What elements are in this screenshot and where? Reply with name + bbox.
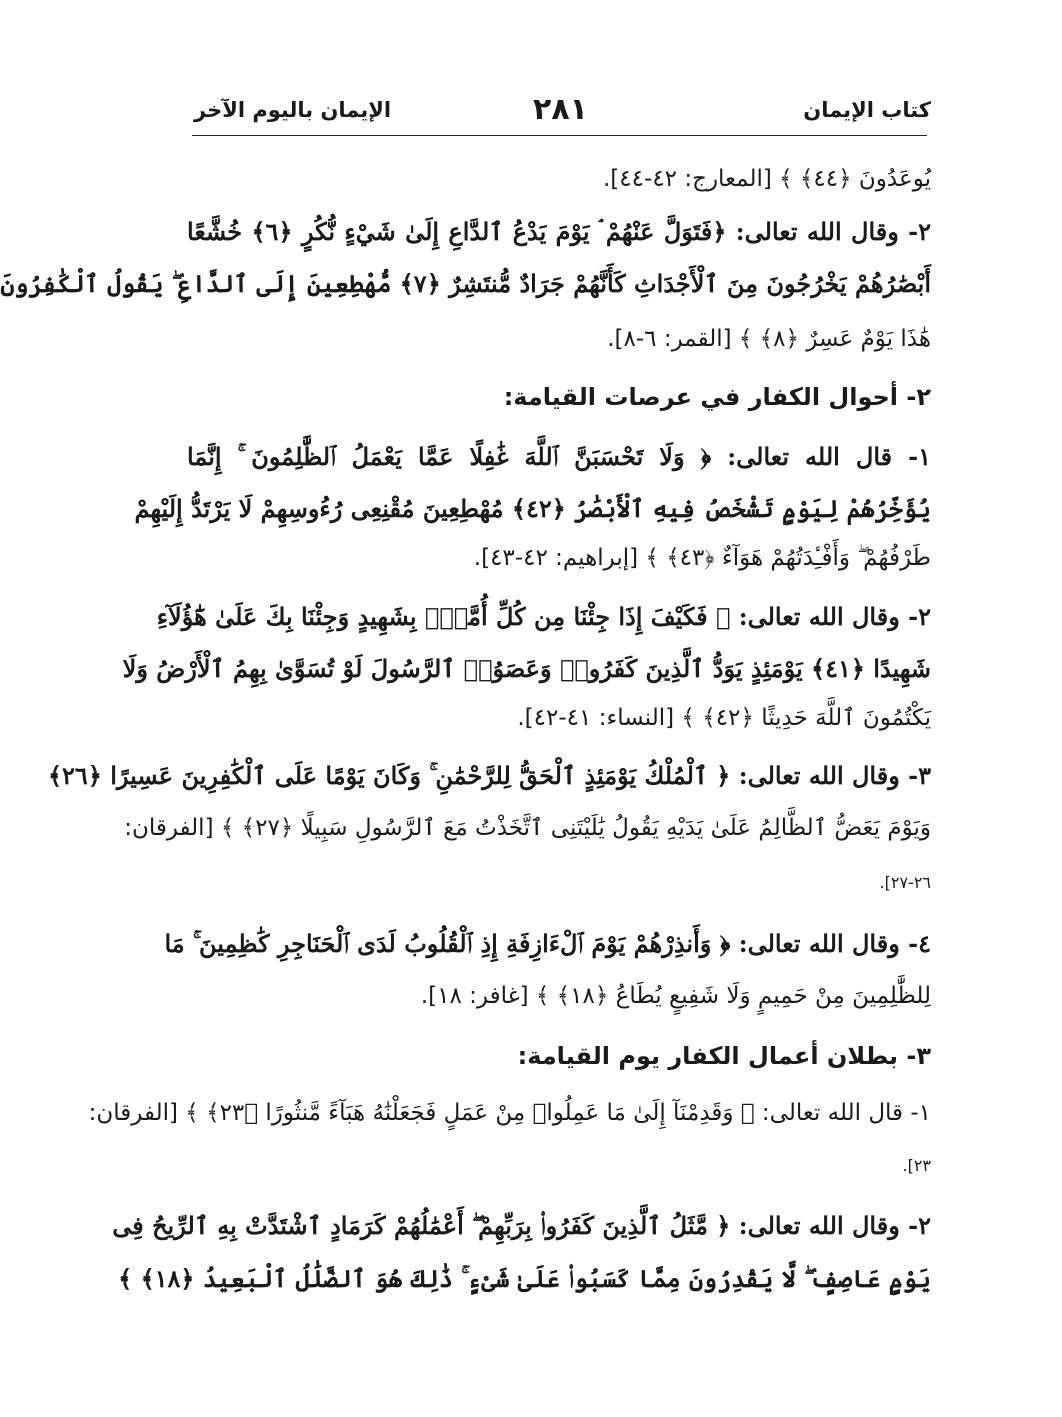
text-line: ١- قال الله تعالى: ﴿ وَقَدِمْنَآ إِلَىٰ مَا عَمِلُوا۟ مِنْ عَمَلٍ فَجَعَلْنَٰهُ هَبَآءً مَّنثُورًا ﴿٢٣﴾ ﴾ [الفرقان: — [88, 1100, 931, 1126]
text-line: ٢٦-٢٧]. — [879, 873, 931, 892]
text-line: هَٰذَا يَوْمٌ عَسِرٌ ﴿٨﴾ ﴾ [القمر: ٦-٨]. — [607, 326, 931, 352]
text-line: يَكْتُمُونَ ٱللَّهَ حَدِيثًا ﴿٤٢﴾ ﴾ [النساء: ٤١-٤٢]. — [517, 705, 931, 731]
section-heading: ٣- بطلان أعمال الكفار يوم القيامة: — [517, 1042, 931, 1070]
text-line: ٢- وقال الله تعالى: ﴿ مَّثَلُ ٱلَّذِينَ كَفَرُوا۟ بِرَبِّهِمْ ۖ أَعْمَٰلُهُمْ كَرَمَادٍ ٱشْتَدَّتْ بِهِ ٱلرِّيحُ فِى — [112, 1211, 931, 1240]
text-line: شَهِيدًا ﴿٤١﴾ يَوْمَئِذٍ يَوَدُّ ٱلَّذِينَ كَفَرُوا۟ وَعَصَوُا۟ ٱلرَّسُولَ لَوْ تُسَوَّىٰ بِهِمُ ٱلْأَرْضُ وَلَا — [122, 654, 931, 683]
text-line: طَرْفُهُمْ ۖ وَأَفْـِٔدَتُهُمْ هَوَآءٌ ﴿٤٣﴾ ﴾ [إبراهيم: ٤٢-٤٣]. — [473, 545, 931, 571]
text-line: لِلظَّٰلِمِينَ مِنْ حَمِيمٍ وَلَا شَفِيعٍ يُطَاعُ ﴿١٨﴾ ﴾ [غافر: ١٨]. — [420, 983, 931, 1009]
text-line: وَيَوْمَ يَعَضُّ ٱلظَّالِمُ عَلَىٰ يَدَيْهِ يَقُولُ يَٰلَيْتَنِى ٱتَّخَذْتُ مَعَ ٱلرَّسُولِ سَبِيلًا ﴿٢٧﴾ ﴾ [الفرقان: — [124, 815, 931, 841]
text-line: ٢- وقال الله تعالى: ﴿ فَكَيْفَ إِذَا جِئْنَا مِن كُلِّ أُمَّةٍۭ بِشَهِيدٍ وَجِئْنَا بِكَ عَلَىٰ هَٰٓؤُلَآءِ — [156, 602, 931, 631]
book-title: كتاب الإيمان — [803, 98, 931, 122]
header-divider — [192, 135, 927, 136]
text-line: ٣- وقال الله تعالى: ﴿ ٱلْمُلْكُ يَوْمَئِذٍ ٱلْحَقُّ لِلرَّحْمَٰنِ ۚ وَكَانَ يَوْمًا عَلَى ٱلْكَٰفِرِينَ عَسِيرًا ﴿٢٦﴾ — [47, 761, 931, 790]
section-heading: ٢- أحوال الكفار في عرصات القيامة: — [503, 383, 931, 411]
text-line: يَوْمٍ عَاصِفٍ ۖ لَّا يَقْدِرُونَ مِمَّا كَسَبُوا۟ عَلَىٰ شَىْءٍ ۚ ذَٰلِكَ هُوَ ٱلضَّلَٰلُ ٱلْبَعِيدُ ﴿١٨﴾ ﴾ — [118, 1264, 931, 1293]
text-line: يُؤَخِّرُهُمْ لِيَوْمٍ تَشْخَصُ فِيهِ ٱلْأَبْصَٰرُ ﴿٤٢﴾ مُهْطِعِينَ مُقْنِعِى رُءُوسِهِمْ لَا يَرْتَدُّ إِلَيْهِمْ — [134, 494, 931, 523]
text-line: أَبْصَٰرُهُمْ يَخْرُجُونَ مِنَ ٱلْأَجْدَاثِ كَأَنَّهُمْ جَرَادٌ مُّنتَشِرٌ ﴿٧﴾ مُّهْطِعِينَ إِلَى ٱلدَّاعِ ۖ يَقُولُ ٱلْكَٰفِرُونَ — [0, 269, 931, 298]
text-line: يُوعَدُونَ ﴿٤٤﴾ ﴾ [المعارج: ٤٢-٤٤]. — [602, 166, 931, 192]
text-line: ٢- وقال الله تعالى: ﴿فَتَوَلَّ عَنْهُمْ ۘ يَوْمَ يَدْعُ ٱلدَّاعِ إِلَىٰ شَيْءٍ نُّكُرٍ ﴿٦﴾ خُشَّعًا — [187, 217, 932, 246]
text-line: ٤- وقال الله تعالى: ﴿ وَأَنذِرْهُمْ يَوْمَ ٱلْءَازِفَةِ إِذِ ٱلْقُلُوبُ لَدَى ٱلْحَنَاجِرِ كَٰظِمِينَ ۚ مَا — [164, 929, 931, 958]
page-number: ٢٨١ — [533, 92, 588, 127]
chapter-title: الإيمان باليوم الآخر — [194, 98, 392, 122]
text-line: ١- قال الله تعالى: ﴿ وَلَا تَحْسَبَنَّ ٱللَّهَ غَٰفِلًا عَمَّا يَعْمَلُ ٱلظَّٰلِمُونَ ۚ إِنَّمَا — [187, 442, 931, 471]
text-line: ٢٣]. — [902, 1156, 931, 1175]
